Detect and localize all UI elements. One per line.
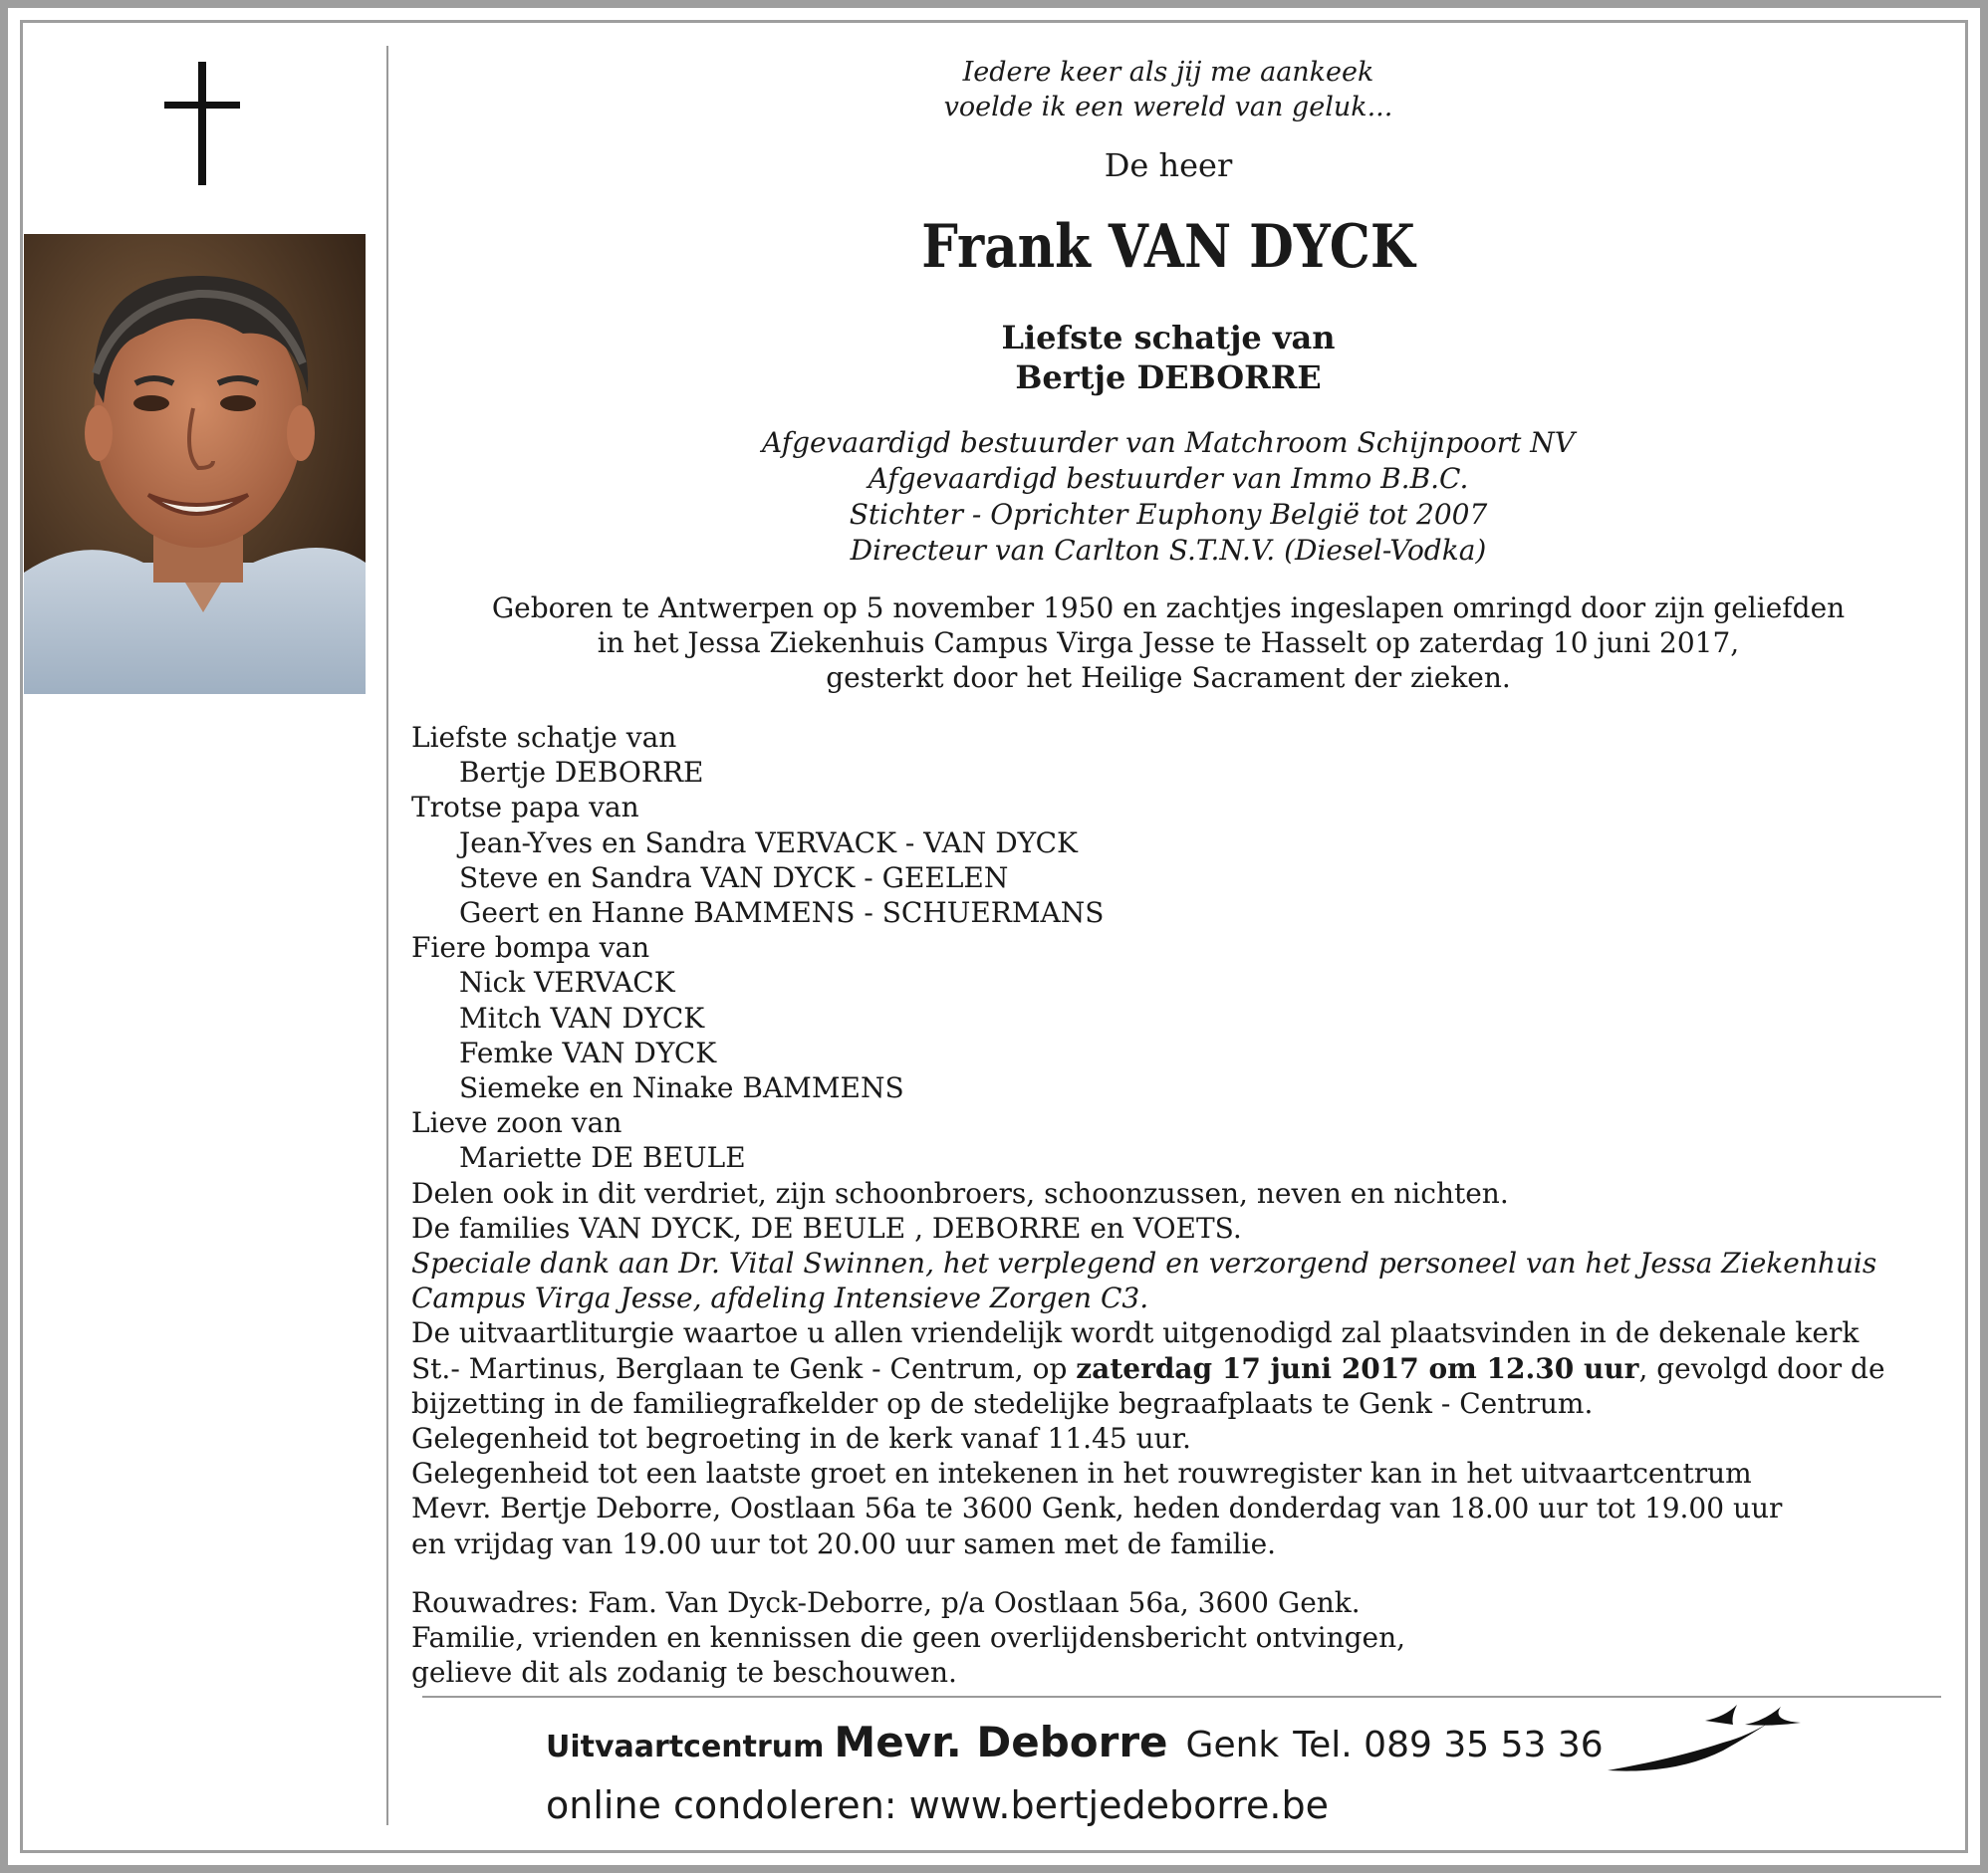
title-line: Afgevaardigd bestuurder van Matchroom Schijnpoort NV [762,426,1575,459]
thanks-line: Campus Virga Jesse, afdeling Intensieve Zorgen C3. [411,1282,1149,1315]
footer-divider [422,1696,1941,1698]
vertical-divider [386,46,388,1825]
spouse-block [418,318,1918,397]
address-line: Rouwadres: Fam. Van Dyck-Deborre, p/a Oostlaan 56a, 3600 Genk. [411,1586,1361,1619]
funeral-home-footer [546,1713,1604,1833]
cross-icon [164,62,240,185]
relative-name: Siemeke en Ninake BAMMENS [459,1071,904,1105]
funeral-location-post: , gevolgd door de [1638,1351,1885,1385]
relative-name: Bertje DEBORRE [459,756,704,790]
relative-name: Jean-Yves en Sandra VERVACK - VAN DYCK [459,825,1078,859]
relation-heading: Lieve zoon van [411,1106,622,1140]
funeral-line [411,1351,1935,1386]
funeral-line: Mevr. Bertje Deborre, Oostlaan 56a te 3600 Genk, heden donderdag van 18.00 uur tot 19.00 uur [411,1492,1783,1525]
bird-logo-icon [1606,1701,1805,1776]
relative-name: Nick VERVACK [459,966,675,1000]
address-line: gelieve dit als zodanig te beschouwen. [411,1656,957,1689]
others-line: De families VAN DYCK, DE BEULE , DEBORRE en VOETS. [411,1211,1242,1245]
motto-line: Iedere keer als jij me aankeek [962,57,1374,88]
funeral-home-name: Mevr. Deborre [834,1718,1168,1766]
mourning-address [411,1585,1935,1690]
address-line: Familie, vrienden en kennissen die geen overlijdensbericht ontvingen, [411,1621,1406,1654]
birth-line: in het Jessa Ziekenhuis Campus Virga Jesse te Hasselt op zaterdag 10 juni 2017, [597,626,1740,659]
funeral-datetime: zaterdag 17 juni 2017 om 12.30 uur [1076,1351,1639,1385]
funeral-line: Gelegenheid tot begroeting in de kerk vanaf 11.45 uur. [411,1422,1191,1456]
funeral-home-phone: Tel. 089 35 53 36 [1293,1725,1604,1765]
title-line: Stichter - Oprichter Euphony België tot 2007 [849,498,1488,531]
title-line: Directeur van Carlton S.T.N.V. (Diesel-Vodka) [850,534,1487,567]
motto-quote [418,55,1918,124]
funeral-home-label: Uitvaartcentrum [546,1730,825,1764]
funeral-line: De uitvaartliturgie waartoe u allen vriendelijk wordt uitgenodigd zal plaatsvinden in de dekenale kerk [411,1316,1860,1350]
honorific: De heer [1104,146,1233,184]
family-list [411,720,1935,1561]
birth-line: Geboren te Antwerpen op 5 november 1950 en zachtjes ingeslapen omringd door zijn geliefden [491,591,1846,624]
spouse-name: Bertje DEBORRE [1015,358,1322,396]
relation-heading: Trotse papa van [411,791,639,824]
funeral-line: Gelegenheid tot een laatste groet en intekenen in het rouwregister kan in het uitvaartcentrum [411,1457,1752,1491]
titles-list [418,425,1918,569]
relative-name: Femke VAN DYCK [459,1036,717,1069]
others-line: Delen ook in dit verdriet, zijn schoonbroers, schoonzussen, neven en nichten. [411,1176,1509,1210]
relative-name: Steve en Sandra VAN DYCK - GEELEN [459,860,1009,894]
relation-heading: Fiere bompa van [411,931,650,965]
portrait-photo [24,234,366,694]
funeral-line: bijzetting in de familiegrafkelder op de stedelijke begraafplaats te Genk - Centrum. [411,1386,1594,1420]
birth-line: gesterkt door het Heilige Sacrament der zieken. [826,661,1511,694]
relative-name: Mariette DE BEULE [459,1141,746,1175]
motto-line: voelde ik een wereld van geluk... [943,92,1393,122]
online-condolence-link[interactable]: online condoleren: www.bertjedeborre.be [546,1783,1330,1827]
birth-death-paragraph [418,590,1918,695]
title-line: Afgevaardigd bestuurder van Immo B.B.C. [868,462,1469,495]
funeral-location: St.- Martinus, Berglaan te Genk - Centrum, op [411,1351,1077,1385]
funeral-line: en vrijdag van 19.00 uur tot 20.00 uur samen met de familie. [411,1526,1277,1560]
thanks-line: Speciale dank aan Dr. Vital Swinnen, het verplegend en verzorgend personeel van het Jessa Ziekenhuis [411,1247,1877,1281]
funeral-home-contact [546,1713,1604,1777]
relative-name: Mitch VAN DYCK [459,1001,705,1035]
relative-name: Geert en Hanne BAMMENS - SCHUERMANS [459,896,1105,930]
relation-heading: Liefste schatje van [411,721,677,754]
funeral-home-city: Genk [1185,1725,1280,1765]
spouse-intro: Liefste schatje van [1001,319,1336,356]
deceased-name: Frank VAN DYCK [921,212,1415,282]
